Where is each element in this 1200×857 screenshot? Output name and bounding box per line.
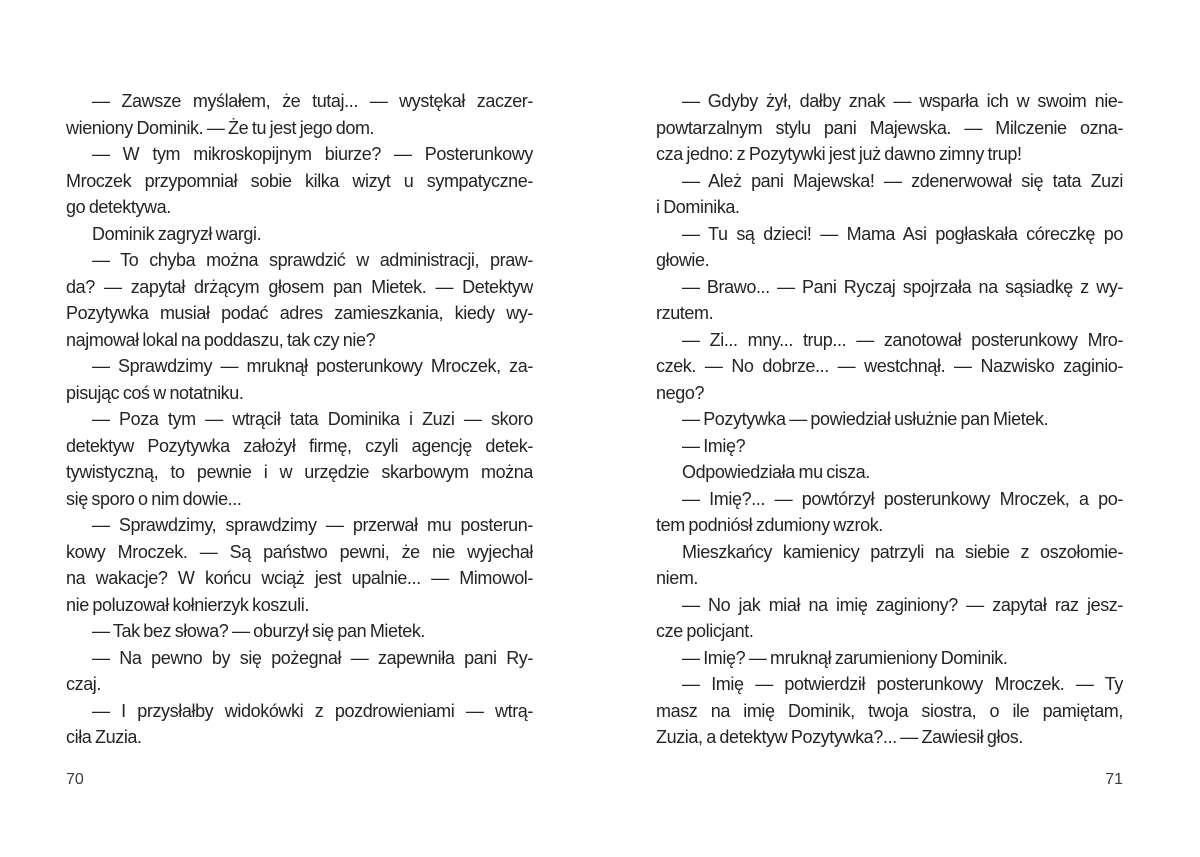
- text-line: nego?: [656, 382, 705, 403]
- text-line: — Sprawdzimy, sprawdzimy — przerwał mu posterun-: [92, 515, 533, 535]
- paragraph: [66, 88, 533, 141]
- text-line: cze policjant.: [656, 621, 754, 641]
- paragraph: [656, 592, 1123, 645]
- text-line: ciła Zuzia.: [66, 727, 142, 747]
- text-line: rzutem.: [656, 303, 714, 323]
- paragraph: [66, 406, 533, 512]
- text-line: — Na pewno by się pożegnał — zapewniła pani Ry-: [92, 647, 533, 668]
- paragraph: [66, 247, 533, 353]
- text-line: — Gdyby żył, dałby znak — wsparła ich w swoim nie-: [682, 91, 1123, 111]
- page-text-left: [66, 88, 533, 751]
- text-line: Odpowiedziała mu cisza.: [682, 462, 870, 482]
- text-line: czaj.: [66, 674, 102, 694]
- paragraph: [66, 353, 533, 406]
- text-line: — W tym mikroskopijnym biurze? — Posterunkowy: [92, 144, 533, 164]
- text-line: na wakacje? W końcu wciąż jest upalnie... — Mimowol-: [66, 568, 533, 588]
- text-line: — Pozytywka — powiedział usłużnie pan Mietek.: [682, 409, 1049, 429]
- paragraph: [66, 618, 533, 645]
- paragraph: [656, 327, 1123, 407]
- text-line: najmował lokal na poddaszu, tak czy nie?: [66, 329, 376, 350]
- paragraph: [66, 221, 533, 248]
- paragraph: [656, 645, 1123, 672]
- page-number-right: 71: [1105, 771, 1123, 788]
- text-line: go detektywa.: [66, 197, 171, 217]
- paragraph: [656, 539, 1123, 592]
- paragraph: [656, 486, 1123, 539]
- text-line: niem.: [656, 568, 699, 588]
- text-line: — Sprawdzimy — mruknął posterunkowy Mroczek, za-: [92, 356, 533, 376]
- text-line: da? — zapytał drżącym głosem pan Mietek. — Detektyw: [66, 276, 533, 297]
- text-line: — Imię?... — powtórzył posterunkowy Mroczek, a po-: [682, 488, 1123, 509]
- text-line: — To chyba można sprawdzić w administracji, praw-: [92, 250, 533, 270]
- text-line: kowy Mroczek. — Są państwo pewni, że nie wyjechał: [66, 541, 533, 562]
- text-line: masz na imię Dominik, twoja siostra, o ile pamiętam,: [656, 700, 1123, 721]
- paragraph: [66, 512, 533, 618]
- text-line: — No jak miał na imię zaginiony? — zapytał raz jesz-: [682, 594, 1123, 615]
- paragraph: [66, 141, 533, 221]
- text-line: Mroczek przypomniał sobie kilka wizyt u sympatyczne-: [66, 170, 533, 191]
- text-line: i Dominika.: [656, 197, 740, 217]
- text-line: wieniony Dominik. — Że tu jest jego dom.: [66, 117, 375, 138]
- text-line: się sporo o nim dowie...: [66, 488, 242, 509]
- page-text-right: [656, 88, 1123, 751]
- text-line: — Imię — potwierdził posterunkowy Mroczek. — Ty: [682, 674, 1123, 694]
- paragraph: [656, 433, 1123, 460]
- paragraph: [656, 221, 1123, 274]
- text-line: — Imię?: [682, 435, 746, 456]
- paragraph: [66, 698, 533, 751]
- text-line: tywistyczną, to pewnie i w urzędzie skarbowym można: [66, 462, 533, 482]
- paragraph: [656, 168, 1123, 221]
- text-line: — Brawo... — Pani Ryczaj spojrzała na sąsiadkę z wy-: [682, 276, 1123, 297]
- text-line: Dominik zagryzł wargi.: [92, 223, 262, 244]
- paragraph: [656, 459, 1123, 486]
- text-line: Zuzia, a detektyw Pozytywka?... — Zawiesił głos.: [656, 727, 1023, 747]
- text-line: — I przysłałby widokówki z pozdrowieniami — wtrą-: [92, 700, 533, 721]
- text-line: nie poluzował kołnierzyk koszuli.: [66, 594, 309, 615]
- text-line: — Zawsze myślałem, że tutaj... — wystękał zaczer-: [92, 91, 533, 111]
- paragraph: [656, 88, 1123, 168]
- paragraph: [656, 671, 1123, 751]
- text-line: — Imię? — mruknął zarumieniony Dominik.: [682, 647, 1008, 668]
- paragraph: [656, 274, 1123, 327]
- text-line: tem podniósł zdumiony wzrok.: [656, 515, 883, 535]
- text-line: — Tu są dzieci! — Mama Asi pogłaskała córeczkę po: [682, 223, 1123, 244]
- text-line: — Ależ pani Majewska! — zdenerwował się tata Zuzi: [682, 170, 1123, 191]
- text-line: Pozytywka musiał podać adres zamieszkania, kiedy wy-: [66, 303, 533, 323]
- text-line: czek. — No dobrze... — westchnął. — Nazwisko zaginio-: [656, 356, 1123, 376]
- page-number-left: 70: [66, 771, 84, 788]
- text-line: głowie.: [656, 250, 710, 270]
- text-line: — Tak bez słowa? — oburzył się pan Mietek.: [92, 621, 426, 641]
- text-line: pisując coś w notatniku.: [66, 382, 244, 403]
- text-line: — Zi... mny... trup... — zanotował posterunkowy Mro-: [682, 329, 1123, 350]
- text-line: detektyw Pozytywka założył firmę, czyli agencję detek-: [66, 435, 533, 456]
- paragraph: [66, 645, 533, 698]
- text-line: Mieszkańcy kamienicy patrzyli na siebie z oszołomie-: [682, 541, 1123, 562]
- text-line: cza jedno: z Pozytywki jest już dawno zimny trup!: [656, 144, 1022, 164]
- text-line: powtarzalnym stylu pani Majewska. — Milczenie ozna-: [656, 117, 1123, 138]
- paragraph: [656, 406, 1123, 433]
- text-line: — Poza tym — wtrącił tata Dominika i Zuzi — skoro: [92, 409, 533, 429]
